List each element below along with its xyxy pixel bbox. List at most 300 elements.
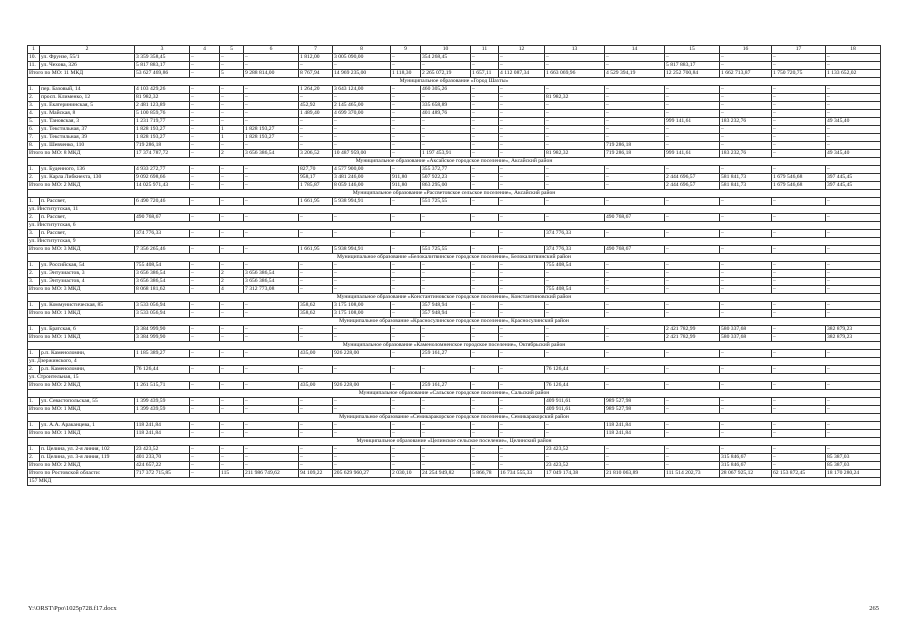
total-label: Итого по МО: 1 МКД [28,310,135,318]
table-cell: – [421,334,471,342]
table-cell: 5 [220,70,244,78]
table-cell: 7. [28,134,40,142]
table-cell: 16 734 555,33 [499,470,545,478]
table-cell: 5. [28,118,40,126]
table-cell: – [333,462,391,470]
table-cell: – [391,102,421,110]
table-cell: – [720,214,772,222]
table-cell: 315 846,67 [720,462,772,470]
table-cell: 755 408,54 [545,286,605,294]
table-cell: – [391,246,421,254]
table-cell: – [421,430,471,438]
table-cell: – [299,398,333,406]
table-cell: 259 161,27 [421,350,471,358]
table-cell: – [471,174,499,182]
table-cell: – [545,422,605,430]
table-row [28,350,881,358]
table-cell: – [499,230,545,238]
table-cell: – [471,142,499,150]
table-cell: – [391,302,421,310]
table-cell: 1 679 546,68 [772,174,826,182]
total-row [28,406,881,414]
table-cell: – [772,382,826,390]
table-cell: – [244,326,299,334]
table-cell: – [333,118,391,126]
table-cell: – [220,422,244,430]
table-cell: – [421,454,471,462]
table-cell: – [665,94,720,102]
section-row [28,342,881,350]
table-cell: – [772,446,826,454]
table-cell: ул. Энтузиастов, 4 [40,278,135,286]
table-cell: 3 175 108,00 [333,302,391,310]
table-cell: – [499,350,545,358]
table-cell: – [421,462,471,470]
table-cell: 259 161,27 [421,382,471,390]
table-cell: – [471,302,499,310]
total-label: Итого по Ростовской области: [28,470,135,478]
section-row [28,78,881,86]
table-cell: – [244,310,299,318]
table-cell: 118 241,84 [135,422,190,430]
table-cell: – [665,430,720,438]
table-cell: – [190,134,220,142]
table-cell: 4 [220,286,244,294]
table-cell: 2. [28,366,40,374]
table-cell: – [605,94,665,102]
table-cell: ул. Екатерининская, 5 [40,102,135,110]
table-cell: – [190,430,220,438]
table-cell: 460 305,26 [421,86,471,94]
table-cell: 1. [28,398,40,406]
table-cell: – [391,422,421,430]
table-cell: – [190,262,220,270]
table-cell: – [299,94,333,102]
table-cell: – [244,406,299,414]
table-cell: – [605,382,665,390]
table-cell: 1 185 389,27 [135,350,190,358]
table-cell: – [720,62,772,70]
table-cell: – [190,70,220,78]
table-cell: 374 776,33 [545,230,605,238]
table-cell: – [244,430,299,438]
section-title: Муниципальное образование «Семикаракорское городское поселение», Семикаракорский район [28,414,881,422]
table-cell: – [665,230,720,238]
table-cell: – [545,134,605,142]
table-cell: 1 661,95 [299,198,333,206]
header-cell: 17 [772,46,826,54]
table-cell: 1 118,30 [391,70,421,78]
table-cell: – [665,214,720,222]
table-cell: – [605,102,665,110]
table-cell: 14 969 235,00 [333,70,391,78]
table-cell: – [826,134,881,142]
table-cell: – [772,102,826,110]
table-cell: – [391,446,421,454]
table-row [28,102,881,110]
table-cell: 3 656 386,54 [244,270,299,278]
table-row [28,166,881,174]
table-cell: – [471,214,499,222]
table-cell: – [826,406,881,414]
table-cell: – [471,182,499,190]
table-cell: – [471,102,499,110]
table-cell: 2 444 696,57 [665,182,720,190]
table-cell: – [471,334,499,342]
table-cell: – [499,334,545,342]
table-cell: – [391,454,421,462]
table-cell: – [499,62,545,70]
table-cell: – [545,182,605,190]
table-cell: 409 911,61 [545,398,605,406]
table-cell: ул. Карла Либкнехта, 130 [40,174,135,182]
table-cell: – [720,230,772,238]
table-cell: 397 445,45 [826,174,881,182]
table-cell: – [391,334,421,342]
table-cell: – [826,198,881,206]
table-cell: – [190,446,220,454]
table-cell: – [772,118,826,126]
table-cell: 2. [28,94,40,102]
table-cell: – [299,118,333,126]
table-cell: – [605,278,665,286]
table-cell: – [545,310,605,318]
table-row [28,398,881,406]
continuation-row [28,222,881,230]
table-row [28,270,881,278]
table-cell: 4 112 087,34 [499,70,545,78]
table-cell: – [391,150,421,158]
table-cell: – [665,166,720,174]
table-cell: – [220,334,244,342]
table-cell: – [545,454,605,462]
header-cell: 1 [28,46,40,54]
table-cell: – [190,86,220,94]
table-cell: – [499,422,545,430]
table-cell: – [772,62,826,70]
table-cell: – [826,94,881,102]
table-cell: – [391,350,421,358]
table-cell: – [421,406,471,414]
table-cell: 719 286,18 [135,142,190,150]
table-cell: 3 533 056,94 [135,310,190,318]
total-label: Итого по МО: 1 МКД [28,406,135,414]
table-cell: ул. Шевченко, 110 [40,142,135,150]
table-cell: – [220,430,244,438]
table-cell: – [220,142,244,150]
table-cell: – [772,334,826,342]
table-cell: 111 514 202,73 [665,470,720,478]
table-cell: – [220,94,244,102]
table-cell: – [545,270,605,278]
table-cell: 2 [220,150,244,158]
table-cell: – [220,350,244,358]
table-cell: – [244,446,299,454]
table-cell: – [421,278,471,286]
table-cell: 382 879,23 [826,334,881,342]
table-cell: 1 489,40 [299,110,333,118]
table-cell: – [244,118,299,126]
table-cell: – [220,398,244,406]
table-cell: 958,17 [299,174,333,182]
table-cell: – [220,110,244,118]
table-cell: 3 656 386,54 [135,270,190,278]
table-cell: – [826,270,881,278]
table-cell: – [471,326,499,334]
table-cell: – [244,94,299,102]
header-cell: 3 [135,46,190,54]
address-continuation: ул. Институтская, 6 [28,222,881,230]
table-cell: – [665,102,720,110]
table-cell: – [826,110,881,118]
table-cell: 435,00 [299,382,333,390]
table-row [28,62,881,70]
table-cell: – [391,286,421,294]
table-cell: – [220,262,244,270]
table-cell: – [333,422,391,430]
footer-page-number: 265 [869,605,879,612]
table-cell: просп. Клименко, 12 [40,94,135,102]
table-cell: 507 922,23 [421,174,471,182]
total-label: Итого по МО: 3 МКД [28,286,135,294]
table-cell: – [333,286,391,294]
total-row [28,430,881,438]
table-cell: – [190,126,220,134]
table-cell: 4 699 370,00 [333,110,391,118]
table-cell: – [220,302,244,310]
table-cell: – [499,430,545,438]
table-cell: 1. [28,326,40,334]
table-cell: 358,62 [299,302,333,310]
table-cell: – [772,278,826,286]
table-cell: – [244,198,299,206]
table-cell: 1 828 193,27 [244,134,299,142]
table-cell: ул. Севастопольская, 55 [40,398,135,406]
table-cell: 926 228,00 [333,382,391,390]
total-label: Итого по МО: 2 МКД [28,182,135,190]
header-cell: 13 [545,46,605,54]
table-cell: 401 233,70 [135,454,190,462]
table-cell: – [665,422,720,430]
table-cell: 1 785,87 [299,182,333,190]
table-cell: – [826,382,881,390]
table-cell: – [471,286,499,294]
table-cell: – [772,166,826,174]
table-cell: 11. [28,62,40,70]
table-cell: – [499,270,545,278]
table-cell: ул. Фрунзе, 55/1 [40,54,135,62]
table-cell: 490 768,67 [605,214,665,222]
table-cell: – [391,86,421,94]
table-cell: ул. Буденного, 136 [40,166,135,174]
table-cell: 6 490 720,46 [135,198,190,206]
table-cell: – [772,302,826,310]
table-cell: 424 657,22 [135,462,190,470]
table-cell: – [299,262,333,270]
total-row [28,334,881,342]
section-title: Муниципальное образование «Красносулинское городское поселение», Красносулинский район [28,318,881,326]
table-cell: 10 487 959,00 [333,150,391,158]
table-cell: – [244,62,299,70]
table-cell: 315 846,67 [720,454,772,462]
table-cell: – [826,398,881,406]
table-cell: 1. [28,262,40,270]
table-cell: – [421,126,471,134]
table-cell: – [220,446,244,454]
table-cell: 335 658,89 [421,102,471,110]
table-cell: – [665,142,720,150]
table-cell: – [720,262,772,270]
table-cell: – [499,262,545,270]
table-cell: – [545,142,605,150]
table-cell: – [471,430,499,438]
table-cell: – [333,406,391,414]
header-cell: 11 [471,46,499,54]
table-cell: 1. [28,302,40,310]
table-cell: – [826,366,881,374]
table-cell: – [391,326,421,334]
table-cell: – [826,102,881,110]
table-cell: – [190,422,220,430]
table-cell: – [720,286,772,294]
table-cell: – [826,310,881,318]
table-cell: 18 170 280,24 [826,470,881,478]
table-cell: 2 481 123,89 [135,102,190,110]
table-cell: – [421,118,471,126]
table-cell: – [299,270,333,278]
table-row [28,174,881,182]
table-cell: – [665,398,720,406]
table-cell: 3 656 386,54 [244,150,299,158]
table-cell: – [720,310,772,318]
table-cell: 755 408,54 [545,262,605,270]
table-cell: 4 103 429,26 [135,86,190,94]
table-cell: 409 911,61 [545,406,605,414]
table-cell: 5 938 994,91 [333,198,391,206]
header-cell: 8 [333,46,391,54]
table-cell: – [471,270,499,278]
table-cell: 490 768,67 [135,214,190,222]
table-cell: – [421,94,471,102]
table-cell: – [499,366,545,374]
table-cell: 76 126,44 [545,382,605,390]
table-cell: – [720,422,772,430]
section-title: Муниципальное образование «Аксайское городское поселение», Аксайский район [28,158,881,166]
table-cell: – [545,326,605,334]
table-cell: – [244,86,299,94]
table-cell: – [720,86,772,94]
table-cell: р.п. Каменоломни, [40,350,135,358]
table-cell: 911,80 [391,174,421,182]
table-cell: – [826,430,881,438]
table-cell: – [772,230,826,238]
table-cell: – [391,142,421,150]
table-cell: – [471,406,499,414]
table-cell: 2. [28,270,40,278]
table-cell: 3 175 108,00 [333,310,391,318]
table-cell: 452,92 [299,102,333,110]
table-cell: – [772,262,826,270]
table-cell: – [605,134,665,142]
header-cell: 2 [40,46,135,54]
table-cell: – [605,310,665,318]
table-cell: – [421,270,471,278]
table-cell: – [471,366,499,374]
table-cell: 5 866,78 [471,470,499,478]
table-cell: 76 126,44 [135,366,190,374]
table-cell: – [244,398,299,406]
table-cell: 580 337,68 [720,326,772,334]
table-cell: – [391,398,421,406]
table-cell: – [545,334,605,342]
table-cell: п. Рассвет, [40,230,135,238]
header-cell: 10 [421,46,471,54]
table-cell: – [391,214,421,222]
table-cell: 397 445,45 [826,182,881,190]
table-row [28,110,881,118]
table-cell: р.п. Каменоломни, [40,366,135,374]
table-cell: – [665,350,720,358]
table-cell: – [190,246,220,254]
table-cell: – [720,198,772,206]
table-cell: – [220,310,244,318]
table-cell: – [499,126,545,134]
table-cell: ул. Чехова, 326 [40,62,135,70]
table-cell: – [772,54,826,62]
table-cell: ул. А.А. Араканцева, 1 [40,422,135,430]
table-cell: – [391,262,421,270]
table-cell: ул. Братская, 6 [40,326,135,334]
table-cell: 2 [220,270,244,278]
table-cell: – [665,446,720,454]
table-cell: – [333,62,391,70]
table-cell: – [299,134,333,142]
table-cell: – [499,142,545,150]
table-cell: – [665,302,720,310]
total-row [28,246,881,254]
table-cell: – [244,54,299,62]
table-cell: – [605,230,665,238]
table-cell: – [391,462,421,470]
table-cell: – [471,246,499,254]
total-row [28,382,881,390]
table-cell: – [826,286,881,294]
table-cell: – [499,278,545,286]
table-cell: 357 948,94 [421,302,471,310]
table-cell: – [471,94,499,102]
table-cell: – [190,54,220,62]
header-row [28,46,881,54]
table-cell: – [299,446,333,454]
table-cell: – [772,150,826,158]
table-cell: 4 933 272,77 [135,166,190,174]
table-cell: – [605,126,665,134]
header-cell: 12 [499,46,545,54]
table-cell: – [665,366,720,374]
section-title: Муниципальное образование «Белокалитвинское городское поселение», Белокалитвинский район [28,254,881,262]
table-cell: – [244,350,299,358]
table-cell: – [421,214,471,222]
table-cell: – [220,118,244,126]
total-label: Итого по МО: 1 МКД [28,334,135,342]
table-cell: 1 661,95 [299,246,333,254]
table-cell: – [471,166,499,174]
table-cell: – [665,126,720,134]
table-cell: – [333,134,391,142]
table-cell: – [190,166,220,174]
table-cell: – [333,262,391,270]
table-cell: – [665,286,720,294]
